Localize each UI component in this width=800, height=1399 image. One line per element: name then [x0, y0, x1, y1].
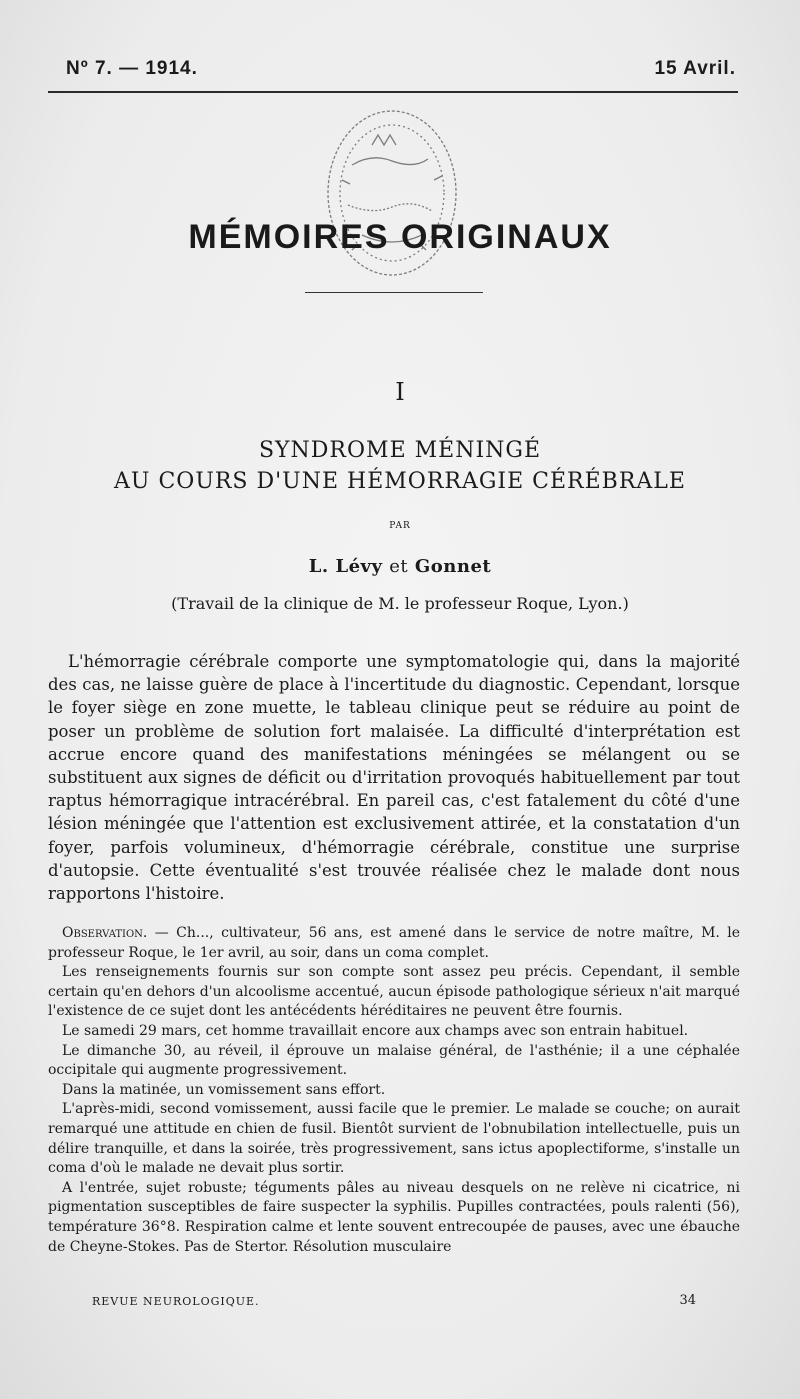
- observation-paragraph-5: Dans la matinée, un vomissement sans effort.: [62, 1081, 386, 1098]
- library-stamp-icon: [312, 105, 472, 290]
- observation-paragraph-4: Le dimanche 30, au réveil, il éprouve un malaise général, de l'asthénie; il a une céphalée occipitale qui augmente progressivement.: [48, 1042, 740, 1079]
- intro-text: [48, 650, 740, 905]
- byline-label: PAR: [389, 521, 411, 531]
- page-header: [64, 58, 736, 86]
- article-numeral: I: [395, 378, 405, 406]
- authors: [0, 556, 800, 577]
- author-conjunction: et: [389, 556, 409, 577]
- author-1: L. Lévy: [308, 556, 383, 577]
- issue-date: 15 Avril.: [654, 58, 736, 79]
- article-title-line-2: AU COURS D'UNE HÉMORRAGIE CÉRÉBRALE: [114, 469, 686, 494]
- section-rule: [305, 292, 483, 293]
- observation-dash: —: [147, 925, 177, 941]
- issue-number: Nº 7. — 1914.: [66, 58, 198, 79]
- observation-text: [48, 924, 740, 1257]
- intro-paragraph: L'hémorragie cérébrale comporte une symptomatologie qui, dans la majorité des cas, ne laisse guère de place à l'incertitude du diagnostic. Cependant, lorsque le foyer siège en zone muette, le tableau clinique peut se réduire au point de poser un problème de solution fort malaisée. La difficulté d'interprétation est accrue encore quand des manifestations méningées se mélangent ou se substituent aux signes de déficit ou d'irritation provoqués habituellement par tout raptus hémorragique intracérébral. En pareil cas, c'est fatalement du côté d'une lésion méningée que l'attention est exclusivement attirée, et la constatation d'un foyer, parfois volumineux, d'hémorragie cérébrale, constitue une surprise d'autopsie. Cette éventualité s'est trouvée réalisée chez le malade dont nous rapportons l'histoire.: [48, 652, 740, 904]
- observation-label: Observation.: [62, 925, 148, 941]
- observation-paragraph-2: Les renseignements fournis sur son compte sont assez peu précis. Cependant, il semble certain qu'en dehors d'un alcoolisme accentué, aucun épisode pathologique sérieux n'ait marqué l'existence de ce sujet dont les antécédents héréditaires ne peuvent être fournis.: [48, 964, 740, 1020]
- observation-paragraph-3: Le samedi 29 mars, cet homme travaillait encore aux champs avec son entrain habituel.: [62, 1022, 689, 1039]
- observation-p1: Ch..., cultivateur, 56 ans, est amené dans le service de notre maître, M. le professeur Roque, le 1er avril, au soir, dans un coma complet.: [48, 925, 741, 961]
- page-number: 34: [679, 1293, 696, 1308]
- author-2: Gonnet: [414, 556, 492, 577]
- observation-paragraph-6: L'après-midi, second vomissement, aussi facile que le premier. Le malade se couche; on aurait remarqué une attitude en chien de fusil. Bientôt survient de l'obnubilation intellectuelle, puis un délire tranquille, et dans la soirée, très progressivement, sans ictus apoplectiforme, s'installe un coma d'où le malade ne devait plus sortir.: [48, 1101, 740, 1177]
- article-title-line-1: SYNDROME MÉNINGÉ: [258, 438, 542, 463]
- section-title: MÉMOIRES ORIGINAUX: [188, 218, 612, 256]
- journal-name: REVUE NEUROLOGIQUE.: [92, 1295, 260, 1308]
- observation-paragraph-1: [48, 924, 740, 963]
- header-rule: [48, 91, 738, 93]
- observation-paragraph-7: A l'entrée, sujet robuste; téguments pâles au niveau desquels on ne relève ni cicatrice, ni pigmentation susceptibles de faire suspecter la syphilis. Pupilles contractées, pouls ralenti (56), température 36°8. Respiration calme et lente souvent entrecoupée de pauses, avec une ébauche de Cheyne-Stokes. Pas de Stertor. Résolution musculaire: [48, 1179, 740, 1255]
- affiliation: (Travail de la clinique de M. le professeur Roque, Lyon.): [171, 594, 629, 613]
